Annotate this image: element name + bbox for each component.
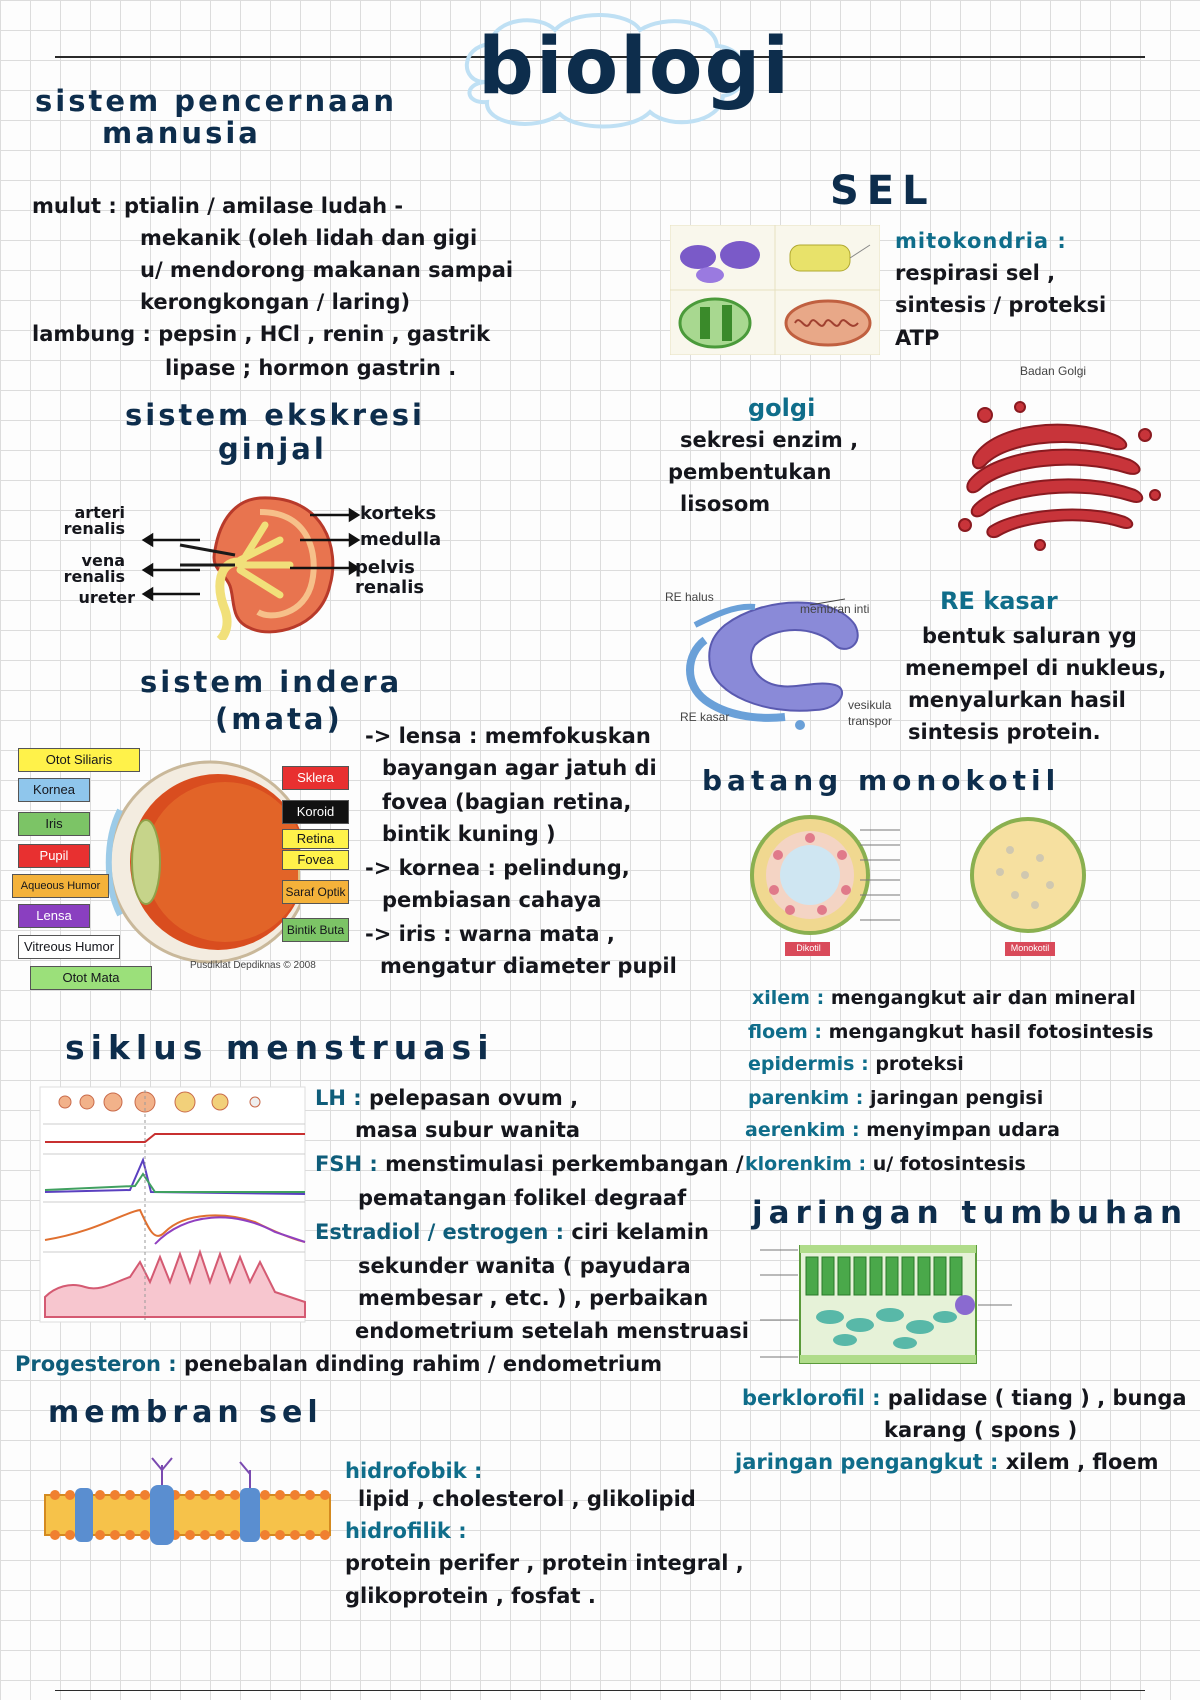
pencernaan-line: lambung : pepsin , HCl , renin , gastrik [32,322,491,346]
batang-heading: batang monokotil [702,764,1061,797]
estr-line: sekunder wanita ( payudara [358,1254,691,1278]
batang-item: floem : mengangkut hasil fotosintesis [748,1021,1154,1043]
eye-label-lensa: Lensa [18,904,90,928]
bottom-rule [55,1690,1145,1691]
golgi-line: sekresi enzim , [680,428,859,452]
pengangkut-term: jaringan pengangkut : [735,1450,999,1474]
estr-text: ciri kelamin [571,1220,709,1244]
pencernaan-heading-1: sistem pencernaan [35,84,397,118]
stem-tag-monokotil: Monokotil [1010,943,1050,953]
eye-label-otot-mata: Otot Mata [30,966,152,990]
lh-row [315,1082,578,1115]
golgi-term: golgi [748,394,816,422]
eye-label-retina: Retina [282,829,349,849]
mito-line: sintesis / proteksi [895,293,1107,317]
batang-item: epidermis : proteksi [748,1053,964,1075]
hidrofilik-term: hidrofilik : [345,1519,467,1543]
pencernaan-heading-2: manusia [102,116,261,150]
batang-item: aerenkim : menyimpan udara [745,1119,1060,1141]
mito-term: mitokondria : [895,229,1067,253]
kidney-label-pelvis: pelvis renalis [355,557,425,598]
hidrofilik-text: glikoprotein , fosfat . [345,1584,596,1608]
eye-credit: Pusdiklat Depdiknas © 2008 [190,960,316,971]
stem-tag-dikotil: Dikotil [796,943,821,953]
indera-note: mengatur diameter pupil [380,954,677,978]
membran-heading: membran sel [48,1395,323,1430]
batang-item: parenkim : jaringan pengisi [748,1087,1044,1109]
prog-text: penebalan dinding rahim / endometrium [184,1352,663,1376]
berklorofil-row [742,1382,1187,1415]
eye-label-saraf-optik: Saraf Optik [282,880,349,904]
indera-note: -> kornea : pelindung, [365,856,630,880]
prog-term: Progesteron : [15,1352,177,1376]
fsh-line: pematangan folikel degraaf [358,1186,687,1210]
kidney-label-arteri: arteri renalis [63,503,125,538]
estr-term: Estradiol / estrogen : [315,1220,565,1244]
eye-label-sklera: Sklera [282,766,349,790]
indera-note: -> lensa : memfokuskan [365,724,651,748]
indera-note: fovea (bagian retina, [382,790,632,814]
berklorofil-text: palidase ( tiang ) , bunga [887,1386,1187,1410]
kidney-label-vena: vena renalis [63,551,125,586]
lh-line: masa subur wanita [355,1118,581,1142]
indera-heading-2: (mata) [215,702,343,736]
cell-membrane-illustration [30,1450,345,1590]
pencernaan-line: kerongkongan / laring) [140,290,411,314]
menstruasi-heading: siklus menstruasi [65,1028,495,1067]
leaf-tissue-illustration [750,1245,1040,1375]
indera-note: -> iris : warna mata , [365,922,615,946]
menstrual-cycle-chart [15,1082,310,1332]
golgi-line: lisosom [680,492,771,516]
golgi-caption: Badan Golgi [1020,364,1087,378]
re-term: RE kasar [940,587,1058,615]
er-label-vesikula: vesikula [848,698,892,712]
estr-row [315,1216,709,1249]
lh-term: LH : [315,1086,362,1110]
eye-label-bintik-buta: Bintik Buta [282,918,349,942]
indera-note: pembiasan cahaya [382,888,602,912]
estr-line: endometrium setelah menstruasi [355,1319,749,1343]
hidrofobik-text: lipid , cholesterol , glikolipid [358,1487,696,1511]
re-line: menempel di nukleus, [905,656,1167,680]
estr-line: membesar , etc. ) , perbaikan [358,1286,709,1310]
re-line: bentuk saluran yg [922,624,1137,648]
ekskresi-heading-2: ginjal [218,432,327,466]
kidney-label-medulla: medulla [360,529,442,550]
batang-item: klorenkim : u/ fotosintesis [745,1153,1026,1175]
ekskresi-heading-1: sistem ekskresi [125,398,425,432]
golgi-line: pembentukan [668,460,832,484]
mito-line: respirasi sel , [895,261,1056,285]
eye-label-iris: Iris [18,812,90,836]
fsh-text: menstimulasi perkembangan / [385,1152,744,1176]
hidrofobik-term: hidrofobik : [345,1459,483,1483]
mitochondria-illustration [670,225,880,355]
re-line: menyalurkan hasil [908,688,1126,712]
er-label-membran-inti: membran inti [800,602,870,616]
pengangkut-row [735,1446,1159,1479]
re-line: sintesis protein. [908,720,1101,744]
kidney-label-korteks: korteks [360,503,437,524]
er-label-re-kasar: RE kasar [680,710,730,724]
page-title: biologi [478,22,792,112]
eye-label-koroid: Koroid [282,800,349,824]
mito-line: ATP [895,326,940,350]
golgi-illustration [945,385,1170,555]
pencernaan-line: mekanik (oleh lidah dan gigi [140,226,478,250]
hidrofilik-text: protein perifer , protein integral , [345,1551,744,1575]
jaringan-heading: jaringan tumbuhan [752,1195,1189,1231]
batang-item: xilem : mengangkut air dan mineral [752,987,1136,1009]
er-label-transpor: transpor [848,714,893,728]
eye-illustration [100,750,300,980]
pengangkut-text: xilem , floem [1005,1450,1159,1474]
indera-note: bayangan agar jatuh di [382,756,657,780]
prog-row [15,1348,662,1381]
lh-text: pelepasan ovum , [368,1086,579,1110]
berklorofil-line: karang ( spons ) [884,1418,1078,1442]
pencernaan-line: lipase ; hormon gastrin . [165,356,457,380]
pencernaan-line: u/ mendorong makanan sampai [140,258,514,282]
fsh-term: FSH : [315,1152,378,1176]
eye-label-fovea: Fovea [282,850,349,870]
fsh-row [315,1148,744,1181]
pencernaan-line: mulut : ptialin / amilase ludah - [32,194,404,218]
kidney-label-ureter: ureter [78,588,135,607]
eye-label-siliaris: Otot Siliaris [18,748,140,772]
indera-note: bintik kuning ) [382,822,556,846]
indera-heading-1: sistem indera [140,665,403,699]
eye-label-vitreous: Vitreous Humor [18,935,120,959]
berklorofil-term: berklorofil : [742,1386,881,1410]
er-label-re-halus: RE halus [665,590,714,604]
eye-label-pupil: Pupil [18,844,90,868]
sel-heading: SEL [830,168,936,214]
eye-label-kornea: Kornea [18,778,90,802]
eye-label-aqueous: Aqueous Humor [12,874,109,898]
